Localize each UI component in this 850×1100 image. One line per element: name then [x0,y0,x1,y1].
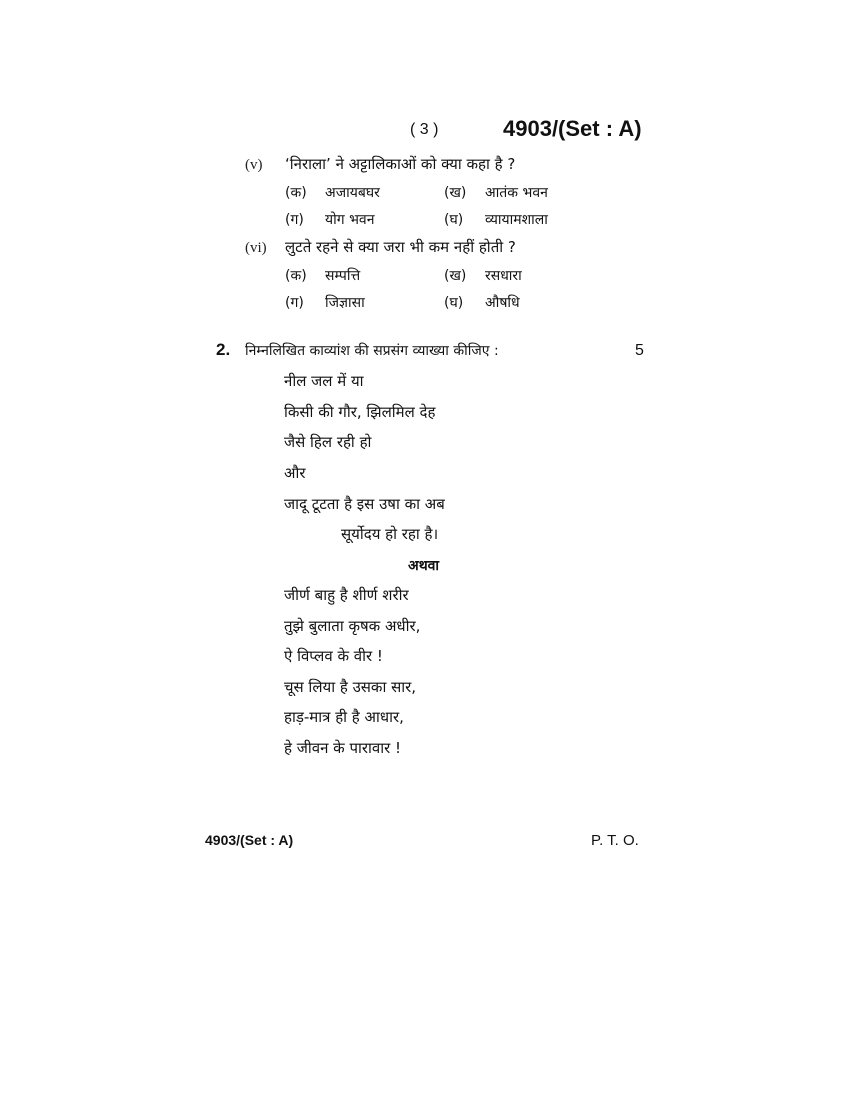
option-text-ga: योग भवन [325,212,375,228]
poem-line: जादू टूटता है इस उषा का अब [284,495,445,513]
option-label-gha: (घ) [444,212,464,228]
option-text-gha: औषधि [485,295,520,311]
option-label-ga: (ग) [285,295,304,311]
option-label-ka: (क) [285,268,307,284]
poem-line: और [284,464,306,482]
question-text: ‘निराला’ ने अट्टालिकाओं को क्या कहा है ? [285,155,516,173]
option-text-kha: रसधारा [485,268,522,284]
poem-line: सूर्योदय हो रहा है। [341,525,439,543]
please-turn-over: P. T. O. [591,832,639,849]
paper-code-header: 4903/(Set : A) [503,116,642,141]
option-text-ka: अजायबघर [325,185,380,201]
question-number: (vi) [245,240,267,256]
marks: 5 [635,342,644,359]
question-number: (v) [245,157,263,173]
poem-line: तुझे बुलाता कृषक अधीर, [284,617,421,635]
poem-line: हे जीवन के पारावार ! [284,739,402,757]
option-label-ga: (ग) [285,212,304,228]
option-label-gha: (घ) [444,295,464,311]
question-prompt: निम्नलिखित काव्यांश की सप्रसंग व्याख्या कीजिए : [245,343,499,359]
option-label-kha: (ख) [444,268,467,284]
poem-line: किसी की गौर, झिलमिल देह [284,403,436,421]
poem-line: नील जल में या [284,372,364,390]
poem-line: जीर्ण बाहु है शीर्ण शरीर [284,586,409,604]
option-label-ka: (क) [285,185,307,201]
or-separator: अथवा [408,558,440,574]
question-number: 2. [216,340,231,359]
option-text-ga: जिज्ञासा [325,295,365,311]
option-label-kha: (ख) [444,185,467,201]
poem-line: जैसे हिल रही हो [284,433,372,451]
option-text-kha: आतंक भवन [485,185,548,201]
question-text: लुटते रहने से क्या जरा भी कम नहीं होती ? [285,238,516,256]
poem-line: चूस लिया है उसका सार, [284,678,417,696]
paper-code-footer: 4903/(Set : A) [205,832,294,848]
option-text-gha: व्यायामशाला [485,212,548,228]
poem-line: ऐ विप्लव के वीर ! [284,647,383,665]
page-number: ( 3 ) [410,121,439,138]
option-text-ka: सम्पत्ति [325,268,361,284]
poem-line: हाड़-मात्र ही है आधार, [284,708,404,726]
